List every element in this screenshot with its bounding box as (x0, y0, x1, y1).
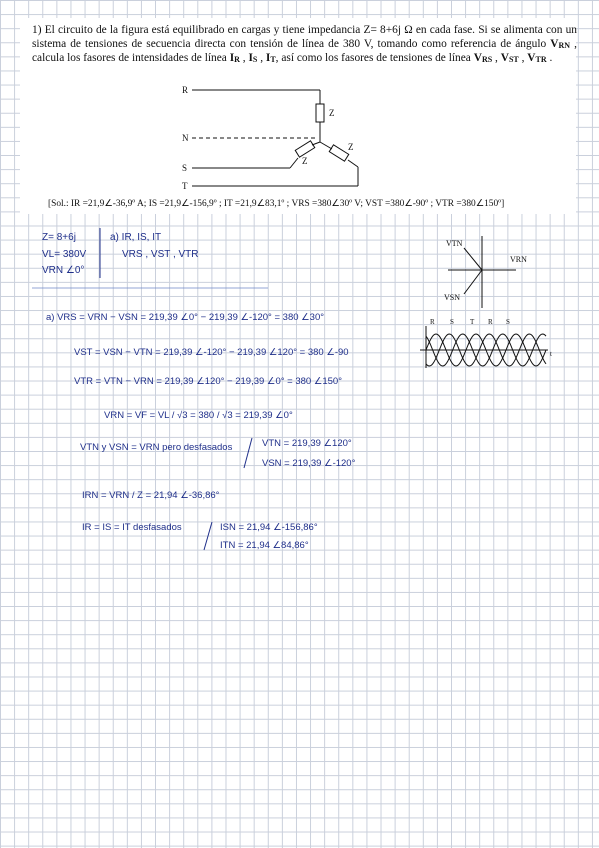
impedance-t (329, 145, 349, 161)
calc-vsn: VSN = 219,39 ∠-120° (262, 458, 356, 469)
calc-currents-text: IR = IS = IT desfasados (82, 522, 182, 533)
ref-sub: RN (558, 40, 571, 50)
problem-statement: 1) El circuito de la figura está equilibrado en cargas y tiene impedancia Z= 8+6j Ω en cada fase. Si se alimenta con un sistema de tensiones de secuencia directa con tensión de línea de 380 V, tomando como referencia de ángulo VRN , calcula los fasores de intensidades de línea IR , IS , IT, así como los fasores de tensiones de línea VRS , VST , VTR . (32, 24, 578, 64)
v3-sub: TR (535, 55, 547, 64)
v1-sub: RS (481, 55, 493, 64)
asked-voltages: VRS , VST , VTR (122, 249, 199, 260)
i1-sub: R (234, 55, 240, 64)
given-z: Z= 8+6j (42, 232, 76, 243)
wave-axis-label: t (550, 350, 552, 358)
label-s: S (182, 163, 188, 173)
wave-label-1: R (430, 318, 435, 326)
problem-text-2: , calcula los fasores de intensidades de línea (32, 37, 578, 64)
i2: I (248, 52, 253, 64)
label-n: N (182, 133, 189, 143)
i3: I (265, 52, 271, 64)
problem-number: 1) (32, 24, 42, 36)
vrn-label: VRN (510, 255, 527, 264)
given-vrn: VRN ∠0° (42, 265, 85, 276)
v1: V (473, 52, 482, 64)
wave-label-4: R (488, 318, 493, 326)
slash-2 (204, 522, 212, 550)
v2: V (500, 52, 509, 64)
calc-itn: ITN = 21,94 ∠84,86° (220, 540, 309, 551)
printed-problem-block (20, 18, 576, 214)
wave-label-3: T (470, 318, 475, 326)
v2-sub: ST (508, 55, 519, 64)
calc-vtn: VTN = 219,39 ∠120° (262, 438, 352, 449)
calc-vrs: a) VRS = VRN − VSN = 219,39 ∠0° − 219,39 ∠-120° = 380 ∠30° (46, 312, 325, 323)
vsn-label: VSN (444, 293, 461, 302)
handwritten-calculations (0, 300, 599, 560)
solution-line: [Sol.: IR =21,9∠-36,9º A; IS =21,9∠-156,9º ; IT =21,9∠83,1º ; VRS =380∠30º V; VST =380∠-90º ; VTR =380∠150º] (48, 199, 505, 209)
calc-vtn-vsn-text: VTN y VSN = VRN pero desfasados (80, 442, 233, 453)
slash-1 (244, 438, 252, 468)
i2-sub: S (252, 55, 258, 64)
i1: I (229, 52, 235, 64)
wave-label-5: S (506, 318, 510, 326)
vtn-label: VTN (446, 239, 463, 248)
wave-label-2: S (450, 318, 454, 326)
impedance-r (316, 104, 324, 122)
problem-text-1: El circuito de la figura está equilibrado en cargas y tiene impedancia Z= 8+6j Ω en cada fase. Si se alimenta con un sistema de tensiones de secuencia directa con tensión de línea de 380 V, tomando como referencia de ángulo (32, 24, 577, 50)
label-z3: Z (348, 142, 354, 152)
i3-sub: T (270, 55, 276, 64)
impedance-s (295, 141, 315, 157)
calc-isn: ISN = 21,94 ∠-156,86° (220, 522, 318, 533)
v3: V (527, 52, 536, 64)
ref-v: V (550, 37, 559, 50)
label-z1: Z (329, 108, 335, 118)
circuit-diagram (180, 82, 390, 194)
asked-currents: a) IR, IS, IT (110, 232, 162, 243)
label-z2: Z (302, 156, 308, 166)
given-vl: VL= 380V (42, 249, 87, 260)
problem-text-end: . (546, 52, 553, 64)
problem-text-3: , así como los fasores de tensiones de línea (275, 52, 474, 64)
calc-vtr: VTR = VTN − VRN = 219,39 ∠120° − 219,39 ∠0° = 380 ∠150° (74, 376, 343, 387)
calc-vst: VST = VSN − VTN = 219,39 ∠-120° − 219,39 ∠120° = 380 ∠-90 (74, 347, 349, 358)
label-t: T (182, 181, 188, 191)
calc-irn: IRN = VRN / Z = 21,94 ∠-36,86° (82, 490, 220, 501)
label-r: R (182, 85, 189, 95)
vtn-arrow (464, 248, 482, 270)
vsn-arrow (464, 270, 482, 294)
calc-vrn: VRN = VF = VL / √3 = 380 / √3 = 219,39 ∠0° (104, 410, 293, 421)
